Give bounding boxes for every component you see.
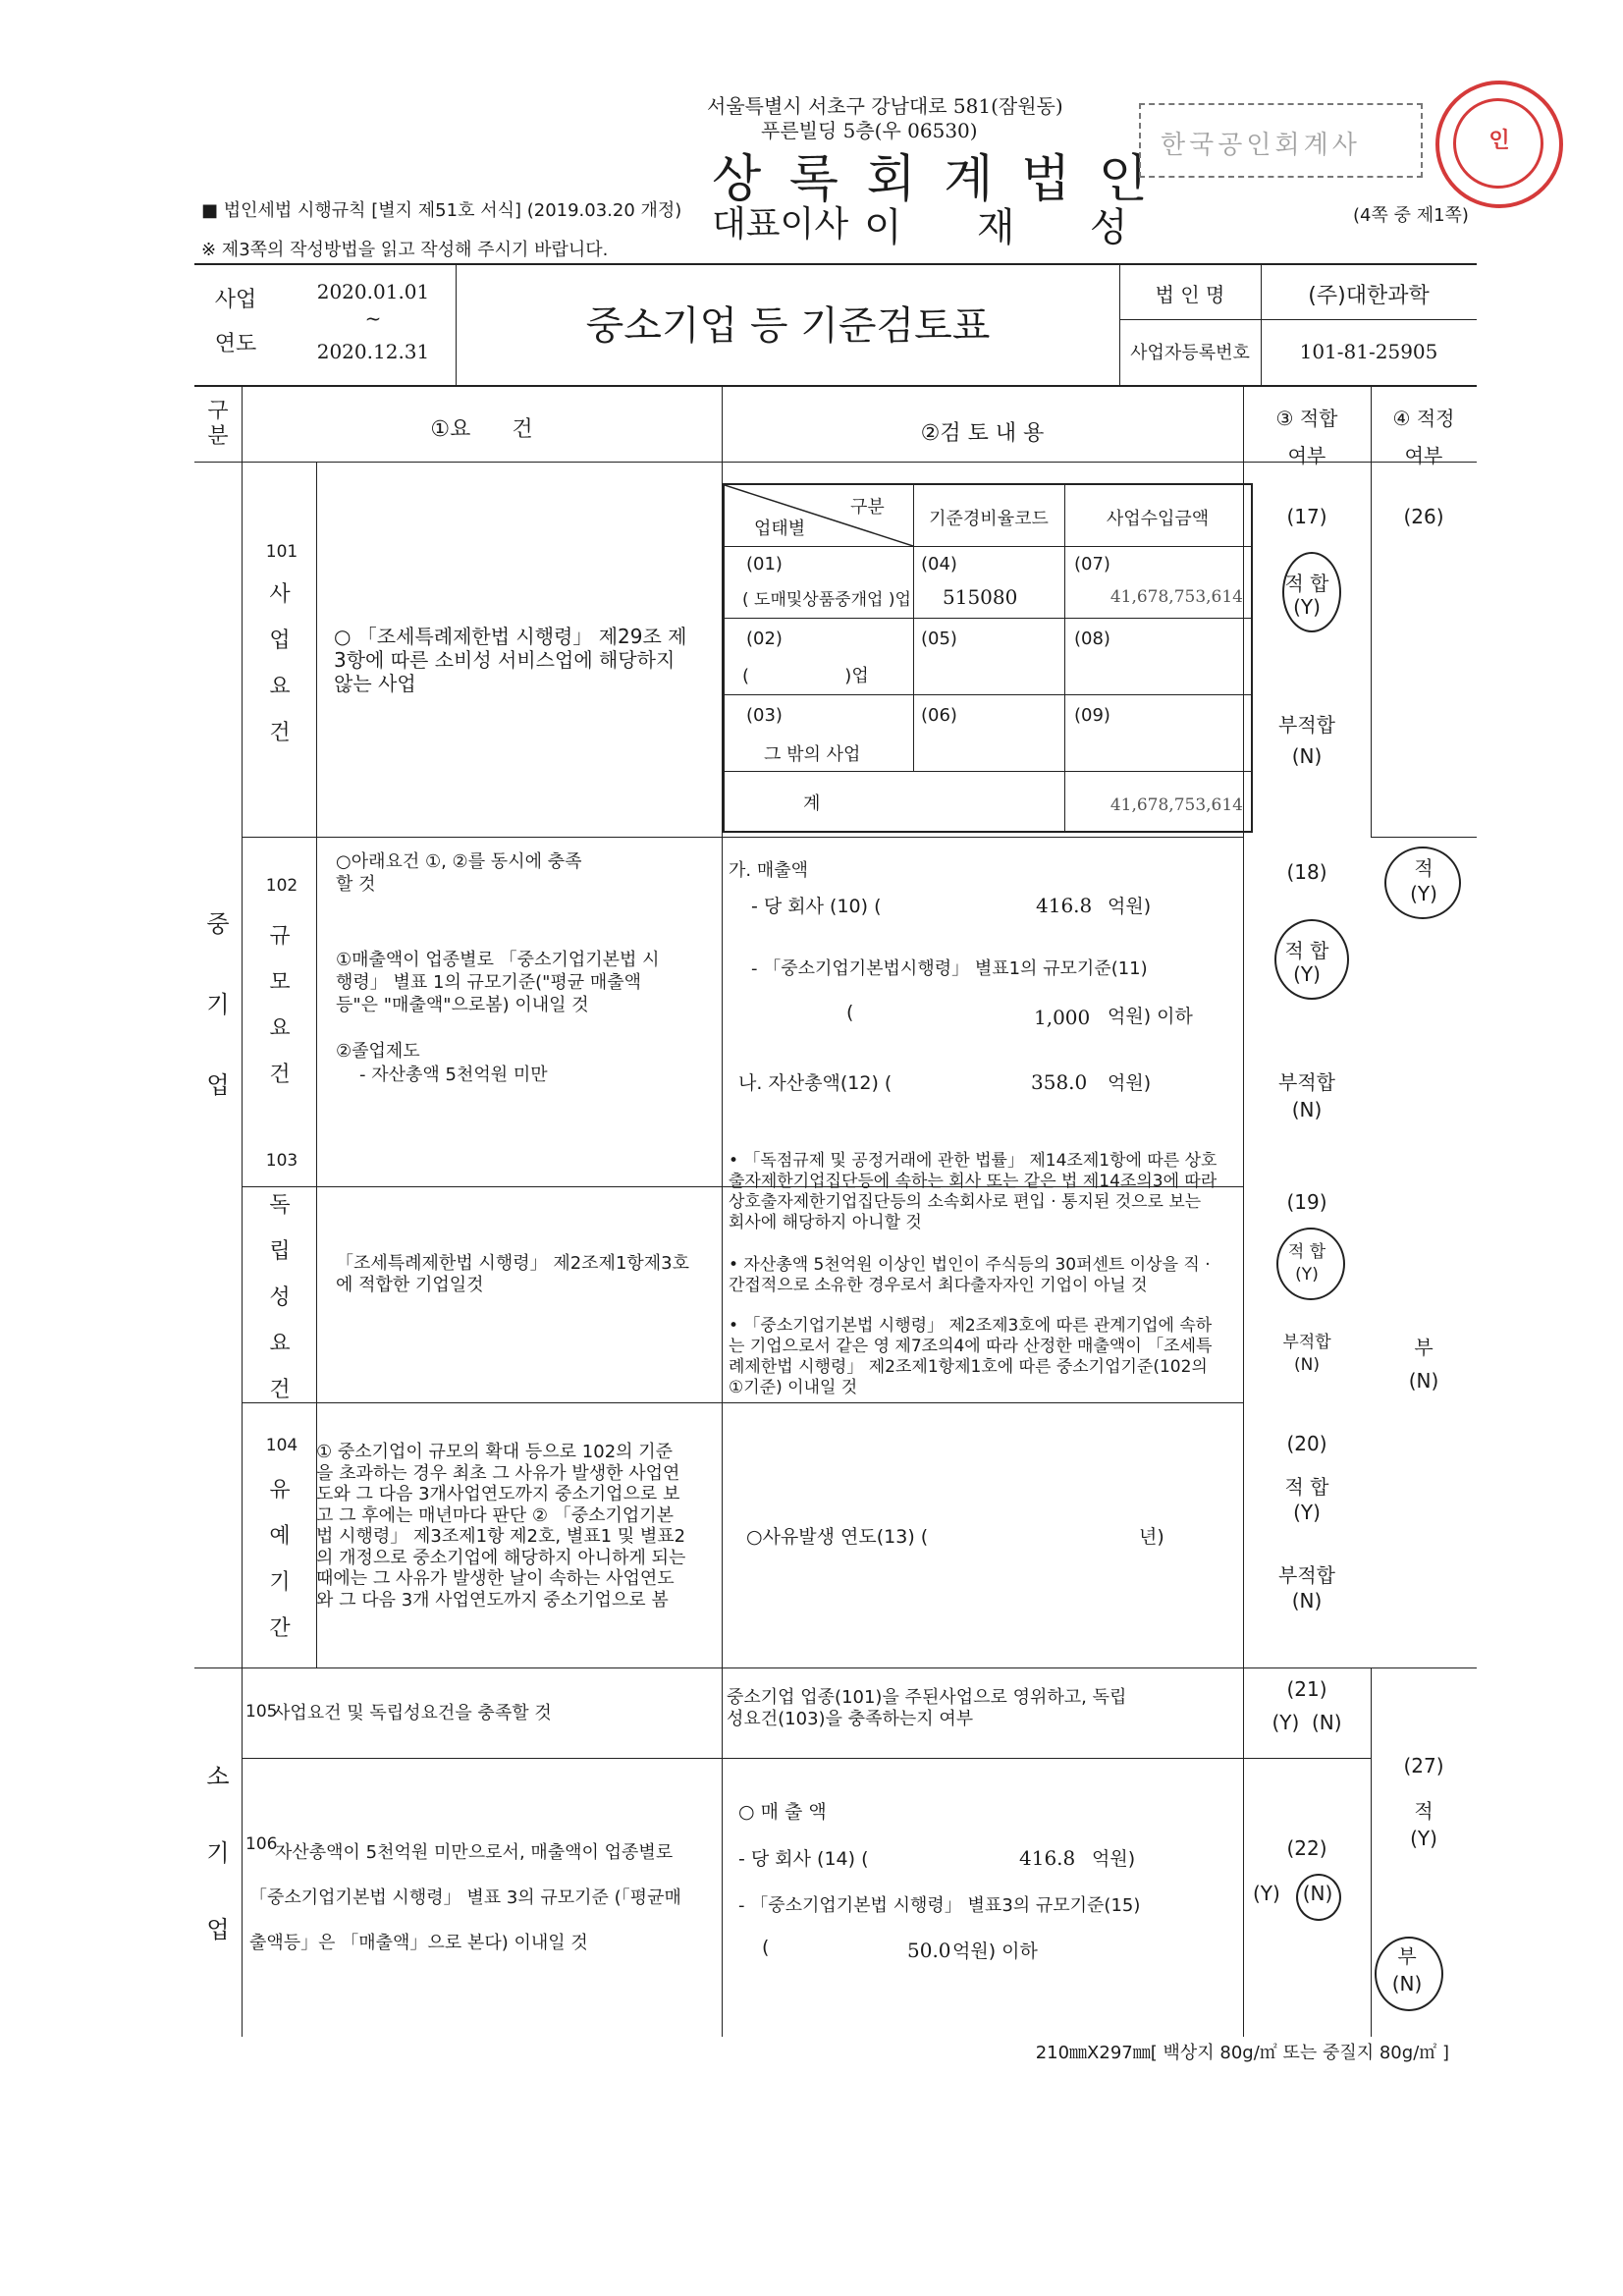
r101-t-vline1 — [913, 485, 914, 771]
r106-rev-a1-val: 416.8 — [1019, 1846, 1076, 1870]
r101-r2-cnum: (05) — [921, 629, 957, 649]
r101-label: 사업요건 — [269, 582, 291, 745]
r101-t-biz: 업태별 — [754, 519, 806, 539]
r103-fit-num: (19) — [1286, 1190, 1327, 1214]
rule-gubun — [242, 385, 243, 1673]
r105-ok-y: (Y) — [1410, 1827, 1437, 1850]
r102-label: 규모요건 — [269, 924, 291, 1087]
r105-ok-n: (N) — [1391, 1972, 1423, 1995]
rule-103-bottom — [242, 1402, 1243, 1403]
r104-fit-num: (20) — [1286, 1432, 1327, 1455]
col-req: ①요 건 — [430, 417, 533, 442]
r104-num: 104 — [265, 1436, 298, 1455]
rule-year — [456, 263, 457, 385]
r104-fit-n: (N) — [1291, 1589, 1323, 1613]
r106-rev-a1-unit: 억원) — [1092, 1848, 1136, 1870]
r102-rev-a3-unit: 억원) 이하 — [1108, 1006, 1193, 1027]
r101-r1-anum: (07) — [1074, 554, 1110, 574]
rule-ok-101 — [1371, 837, 1477, 838]
r103-ok-no: 부 — [1414, 1336, 1434, 1359]
r102-req3: ②졸업제도 — [336, 1041, 420, 1062]
year-tilde: ~ — [364, 306, 382, 330]
rule-105-bottom — [242, 1758, 1243, 1759]
r106-fit-num: (22) — [1286, 1836, 1327, 1860]
r101-req: ○ 「조세특례제한법 시행령」 제29조 제3항에 따른 소비성 서비스업에 해당하지 않는 사업 — [334, 625, 687, 695]
r101-t-amt-h: 사업수입금액 — [1106, 509, 1210, 529]
form-note: ※ 제3쪽의 작성방법을 읽고 작성해 주시기 바랍니다. — [201, 240, 609, 260]
r101-r1-code: 515080 — [943, 585, 1018, 609]
r101-r1-biz: ( 도매및상품중개업 )업 — [742, 590, 911, 610]
r104-rev-unit: 년) — [1139, 1526, 1164, 1548]
firm-name: 상 록 회 계 법 인 — [712, 150, 1155, 209]
r102-fit-y: (Y) — [1293, 962, 1321, 986]
section-sme: 중기업 — [206, 910, 230, 1099]
r101-t-code-h: 기준경비율코드 — [929, 509, 1049, 529]
firm-seal-box — [1139, 103, 1423, 178]
r101-r2-anum: (08) — [1074, 629, 1110, 649]
r105-ok-num: (27) — [1403, 1754, 1444, 1777]
r102-req2: ①매출액이 업종별로 「중소기업기본법 시행령」 별표 1의 규모기준("평균 매출액등"은 "매출액"으로봄) 이내일 것 — [336, 950, 660, 1015]
firm-rep-name: 이 재 성 — [864, 205, 1128, 250]
r101-t-line2 — [725, 618, 1251, 619]
firm-address-2: 푸른빌딩 5층(우 06530) — [761, 119, 978, 142]
r106-rev-a3-val: 50.0 — [907, 1939, 951, 1962]
r102-rev-a3-val: 1,000 — [1034, 1006, 1091, 1029]
r102-rev-b-val: 358.0 — [1031, 1070, 1088, 1094]
r102-rev-a: 가. 매출액 — [729, 860, 808, 881]
r102-rev-a1-unit: 억원) — [1108, 896, 1152, 917]
r101-r1-amt: 41,678,753,614 — [1109, 587, 1243, 607]
r106-rev-a2: - 「중소기업기본법 시행령」 별표3의 규모기준(15) — [738, 1895, 1141, 1916]
r106-rev-a3-unit: 억원) 이하 — [952, 1941, 1038, 1962]
rule-fit-small — [1371, 1667, 1372, 2037]
r105-ok-no: 부 — [1397, 1944, 1417, 1968]
r101-r3-num: (03) — [746, 705, 783, 726]
r105-rev: 중소기업 업종(101)을 주된사업으로 영위하고, 독립성요건(103)을 충족하는지 여부 — [727, 1687, 1127, 1729]
r104-req: ① 중소기업이 규모의 확대 등으로 102의 기준을 초과하는 경우 최초 그 사유가 발생한 사업연도와 그 다음 3개사업연도까지 중소기업으로 보고 그 후에는 매년마다 판단 ② 「중소기업기본법 시행령」 제3조제1항 제2호, 별표1 및 별표2의 개정으로 중소기업에 해당하지 아니하게 되는 때에는 그 사유가 발생한 날이 속하는 사업연도와 그 다음 3개 사업연도까지 중소기업으로 봄 — [316, 1442, 686, 1611]
col-review: ②검 토 내 용 — [920, 421, 1045, 446]
r101-total-label: 계 — [803, 793, 821, 814]
r104-fit-no: 부적합 — [1278, 1563, 1335, 1587]
r105-ok-yes: 적 — [1414, 1799, 1434, 1823]
r101-table-diagonal — [725, 485, 913, 546]
year-label-2: 연도 — [214, 332, 257, 356]
corp-name: (주)대한과학 — [1308, 284, 1430, 308]
r101-table — [723, 483, 1253, 833]
r102-rev-a1: - 당 회사 (10) ( — [751, 896, 882, 917]
r102-ok-yes: 적 — [1414, 856, 1434, 880]
firm-address-1: 서울특별시 서초구 강남대로 581(잠원동) — [707, 94, 1063, 118]
r101-t-vline2 — [1064, 485, 1065, 831]
r106-rev-a: ○ 매 출 액 — [738, 1801, 827, 1823]
r101-r2-biz: ( )업 — [742, 666, 869, 686]
rule-gubun-small — [242, 1667, 243, 2037]
r101-r1-num: (01) — [746, 554, 783, 574]
r104-fit-y: (Y) — [1293, 1501, 1321, 1524]
rule-top — [194, 263, 1477, 265]
r105-fit-num: (21) — [1286, 1677, 1327, 1701]
year-to: 2020.12.31 — [316, 340, 430, 363]
col-gubun: 구분 — [207, 399, 229, 449]
r102-rev-b-unit: 억원) — [1108, 1072, 1152, 1094]
r102-num: 102 — [265, 876, 298, 896]
r105-fit-yn: (Y) (N) — [1271, 1711, 1342, 1734]
r101-fit-num: (17) — [1286, 505, 1327, 528]
r101-fit-n: (N) — [1291, 744, 1323, 768]
r102-fit-yes: 적 합 — [1284, 939, 1329, 962]
r104-fit-yes: 적 합 — [1284, 1475, 1329, 1499]
firm-stamp-text: 인 — [1488, 128, 1510, 153]
rule-header-mid — [1119, 319, 1477, 320]
r103-rev2: • 자산총액 5천억원 이상인 법인이 주식등의 30퍼센트 이상을 직 · 간접적으로 소유한 경우로서 최다출자자인 기업이 아닐 것 — [729, 1255, 1211, 1295]
firm-stamp — [1435, 81, 1563, 208]
form-regulation: ■ 법인세법 시행규칙 [별지 제51호 서식] (2019.03.20 개정) — [201, 200, 682, 221]
r104-label: 유예기간 — [269, 1478, 291, 1641]
r102-rev-a3: ( — [846, 1002, 854, 1023]
col-fit-sub: 여부 — [1287, 444, 1326, 467]
r106-rev-a3: ( — [762, 1937, 770, 1958]
form-footer: 210㎜X297㎜[ 백상지 80g/㎡ 또는 중질지 80g/㎡ ] — [1035, 2043, 1449, 2063]
r103-rev3: • 「중소기업기본법 시행령」 제2조제3호에 따른 관계기업에 속하는 기업으로서 같은 영 제7조의4에 따라 산정한 매출액이 「조세특례제한법 시행령」 제2조제1항제1호에 따른 중소기업기준(102의①기준) 이내일 것 — [729, 1316, 1213, 1397]
r102-req4: - 자산총액 5천억원 미만 — [359, 1065, 548, 1085]
r103-fit-y: (Y) — [1295, 1265, 1319, 1285]
firm-seal-box-text: 한국공인회계사 — [1161, 131, 1361, 160]
r103-rev1: • 「독점규제 및 공정거래에 관한 법률」 제14조제1항에 따른 상호출자제한기업집단등에 속하는 회사 또는 같은 법 제14조의3에 따라 상호출자제한기업집단등의 소속회사로 편입 · 통지된 것으로 보는 회사에 해당하지 아니할 것 — [729, 1151, 1217, 1232]
r105-num: 105 — [245, 1702, 278, 1722]
rule-req-small — [722, 1667, 723, 2037]
r101-t-line3 — [725, 694, 1251, 695]
col-ok: ④ 적정 — [1392, 407, 1455, 430]
r102-rev-a1-val: 416.8 — [1036, 894, 1093, 917]
r101-fit-yes: 적 합 — [1284, 572, 1329, 595]
r101-r1-cnum: (04) — [921, 554, 957, 574]
rule-header-bottom — [194, 385, 1477, 387]
r106-fit-y: (Y) — [1253, 1882, 1280, 1905]
r101-num: 101 — [265, 542, 298, 562]
rule-105-bottom-fit — [1243, 1758, 1371, 1759]
r101-ok-num: (26) — [1403, 505, 1444, 528]
r101-t-gubun: 구분 — [850, 497, 885, 518]
r102-ok-y: (Y) — [1410, 882, 1437, 905]
r103-ok-n: (N) — [1408, 1369, 1439, 1393]
r105-req: 사업요건 및 독립성요건을 충족할 것 — [273, 1703, 552, 1723]
r103-fit-yes: 적 합 — [1287, 1242, 1326, 1262]
col-ok-sub: 여부 — [1404, 444, 1443, 467]
r102-fit-num: (18) — [1286, 860, 1327, 884]
r102-rev-a2: - 「중소기업기본법시행령」 별표1의 규모기준(11) — [751, 958, 1148, 979]
rule-101-bottom — [242, 837, 1243, 838]
corp-name-label: 법 인 명 — [1155, 283, 1225, 306]
r103-req: 「조세특례제한법 시행령」 제2조제1항제3호에 적합한 기업일것 — [336, 1253, 690, 1295]
r101-fit-no: 부적합 — [1278, 713, 1335, 737]
r106-num: 106 — [245, 1834, 278, 1854]
r101-r3-cnum: (06) — [921, 705, 957, 726]
r101-t-line1 — [725, 546, 1251, 547]
section-small: 소기업 — [206, 1763, 230, 1943]
r101-r3-anum: (09) — [1074, 705, 1110, 726]
reg-no: 101-81-25905 — [1299, 340, 1438, 363]
r103-fit-n: (N) — [1294, 1355, 1320, 1375]
r101-fit-y: (Y) — [1293, 595, 1321, 619]
r103-label: 독립성요건 — [269, 1193, 291, 1402]
year-from: 2020.01.01 — [316, 280, 430, 303]
r104-rev: ○사유발생 연도(13) ( — [746, 1526, 929, 1548]
r101-t-line4 — [725, 771, 1251, 772]
r101-r3-biz: 그 밖의 사업 — [764, 744, 861, 765]
r101-total-amt: 41,678,753,614 — [1109, 795, 1243, 815]
form-page: (4쪽 중 제1쪽) — [1353, 205, 1469, 226]
col-fit: ③ 적합 — [1275, 407, 1338, 430]
firm-rep-label: 대표이사 — [712, 204, 849, 245]
r106-fit-n: (N) — [1302, 1882, 1333, 1905]
r102-req1: ○아래요건 ①, ②를 동시에 충족할 것 — [336, 851, 582, 895]
r102-fit-n: (N) — [1291, 1098, 1323, 1121]
reg-label: 사업자등록번호 — [1130, 343, 1250, 363]
r101-r2-num: (02) — [746, 629, 783, 649]
form-title: 중소기업 등 기준검토표 — [585, 303, 991, 349]
r103-num: 103 — [265, 1151, 298, 1171]
year-label-1: 사업 — [214, 288, 257, 312]
rule-104-bottom — [194, 1667, 1477, 1668]
r106-rev-a1: - 당 회사 (14) ( — [738, 1848, 869, 1870]
r102-rev-b: 나. 자산총액(12) ( — [738, 1072, 893, 1094]
r102-fit-no: 부적합 — [1278, 1070, 1335, 1094]
r106-req: 자산총액이 5천억원 미만으로서, 매출액이 업종별로 「중소기업기본법 시행령」 별표 3의 규모기준 (「평균매출액등」은 「매출액」으로 본다) 이내일 것 — [249, 1842, 681, 1953]
r103-fit-no: 부적합 — [1282, 1333, 1331, 1352]
